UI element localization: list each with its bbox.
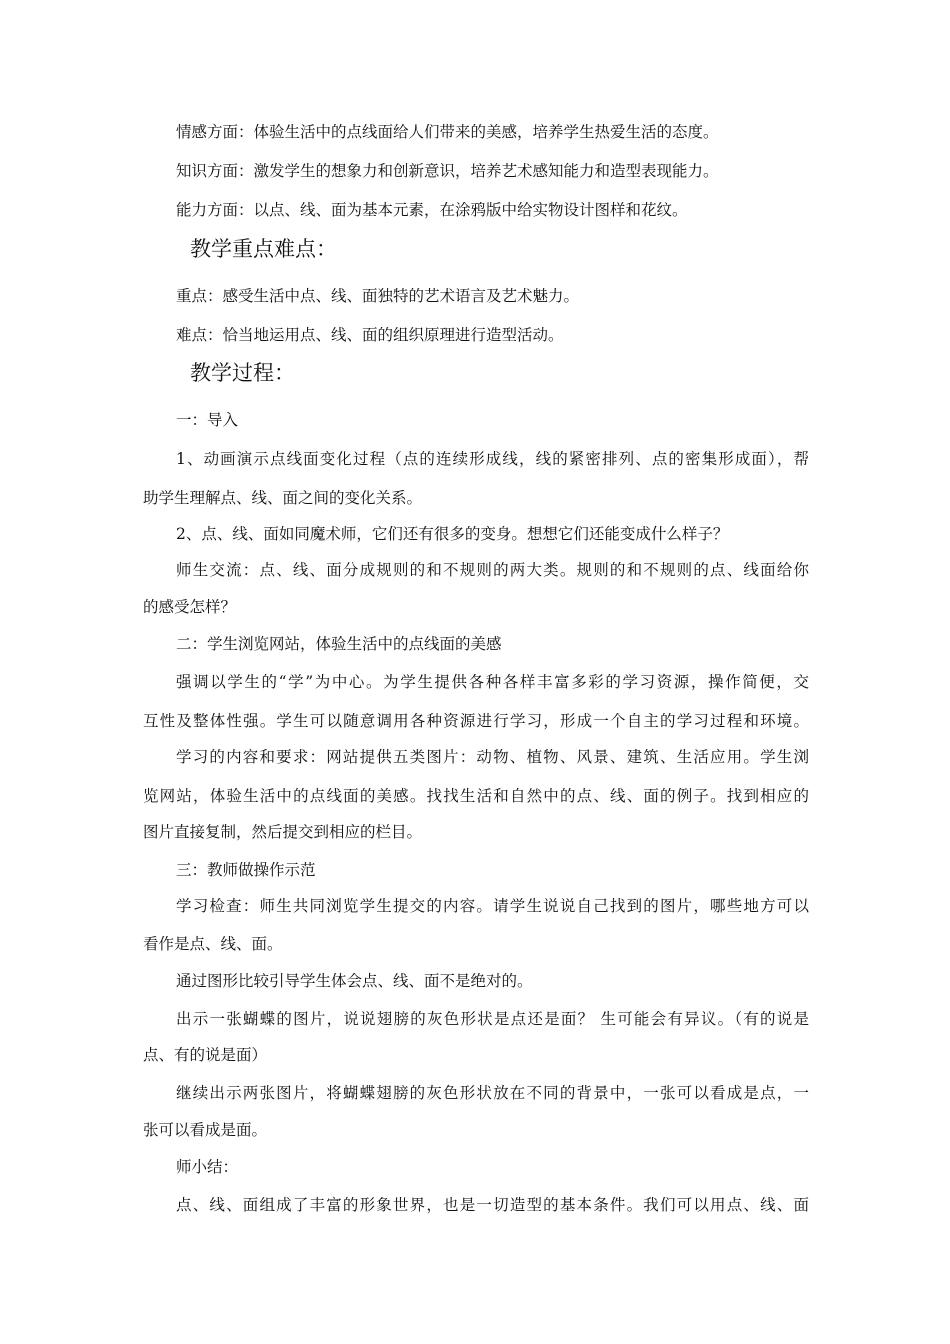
objective-emotion: 情感方面：体验生活中的点线面给人们带来的美感，培养学生热爱生活的态度。 — [176, 123, 719, 141]
key-point-difficulty: 难点：恰当地运用点、线、面的组织原理进行造型活动。 — [176, 326, 564, 344]
paragraph-line: 图片直接复制，然后提交到相应的栏目。 — [143, 823, 423, 841]
section-1-title: 一：导入 — [176, 411, 239, 429]
section-2-title: 二：学生浏览网站，体验生活中的点线面的美感 — [176, 635, 502, 653]
key-point-focus: 重点：感受生活中点、线、面独特的艺术语言及艺术魅力。 — [176, 287, 580, 305]
objective-knowledge: 知识方面：激发学生的想象力和创新意识，培养艺术感知能力和造型表现能力。 — [176, 162, 719, 180]
paragraph-line: 互性及整体性强。学生可以随意调用各种资源进行学习，形成一个自主的学习过程和环境。 — [143, 712, 809, 730]
paragraph-line: 的感受怎样？ — [143, 598, 237, 616]
summary-title: 师小结： — [176, 1158, 239, 1176]
paragraph-line: 1、动画演示点线面变化过程（点的连续形成线，线的紧密排列、点的密集形成面），帮 — [176, 450, 809, 468]
paragraph-line: 2、点、线、面如同魔术师，它们还有很多的变身。想想它们还能变成什么样子？ — [176, 525, 729, 543]
process-heading: 教学过程： — [190, 361, 295, 385]
key-points-heading: 教学重点难点： — [190, 237, 337, 261]
objective-ability: 能力方面：以点、线、面为基本元素，在涂鸦版中给实物设计图样和花纹。 — [176, 201, 688, 219]
paragraph-line: 点、有的说是面） — [143, 1046, 268, 1064]
paragraph-line: 通过图形比较引导学生体会点、线、面不是绝对的。 — [176, 972, 533, 990]
paragraph-line: 点、线、面组成了丰富的形象世界，也是一切造型的基本条件。我们可以用点、线、面 — [176, 1196, 809, 1214]
paragraph-line: 看作是点、线、面。 — [143, 935, 283, 953]
section-3-title: 三：教师做操作示范 — [176, 861, 316, 879]
paragraph-line: 师生交流：点、线、面分成规则的和不规则的两大类。规则的和不规则的点、线面给你 — [176, 561, 809, 579]
paragraph-line: 继续出示两张图片，将蝴蝶翅膀的灰色形状放在不同的背景中，一张可以看成是点，一 — [176, 1084, 809, 1102]
paragraph-line: 助学生理解点、线、面之间的变化关系。 — [143, 489, 423, 507]
paragraph-line: 览网站，体验生活中的点线面的美感。找找生活和自然中的点、线、面的例子。找到相应的 — [143, 787, 809, 805]
paragraph-line: 强调以学生的“学”为中心。为学生提供各种各样丰富多彩的学习资源，操作简便，交 — [176, 673, 809, 691]
paragraph-line: 张可以看成是面。 — [143, 1121, 268, 1139]
paragraph-line: 学习的内容和要求：网站提供五类图片：动物、植物、风景、建筑、生活应用。学生浏 — [176, 748, 809, 766]
paragraph-line: 出示一张蝴蝶的图片，说说翅膀的灰色形状是点还是面？ 生可能会有异议。（有的说是 — [176, 1010, 809, 1028]
paragraph-line: 学习检查：师生共同浏览学生提交的内容。请学生说说自己找到的图片，哪些地方可以 — [176, 897, 809, 915]
